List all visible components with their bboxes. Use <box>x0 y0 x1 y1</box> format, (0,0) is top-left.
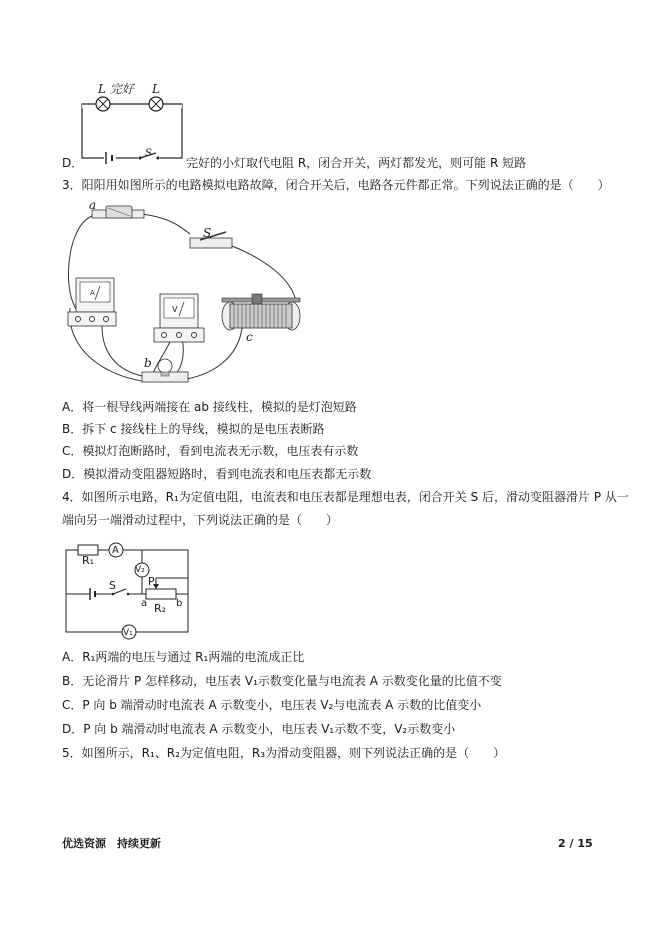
q3-option-b: B．拆下 c 接线柱上的导线，模拟的是电压表断路 <box>62 422 325 436</box>
q4-option-d: D．P 向 b 端滑动时电流表 A 示数变小，电压表 V₁示数不变，V₂示数变小 <box>62 722 456 736</box>
q4-stem-line2: 端向另一端滑动过程中，下列说法正确的是（ ） <box>62 513 339 527</box>
q3-option-a: A．将一根导线两端接在 ab 接线柱，模拟的是灯泡短路 <box>62 400 357 414</box>
q3-option-c: C．模拟灯泡断路时，看到电流表无示数，电压表有示数 <box>62 444 359 458</box>
q4-slider-label: P <box>148 575 155 588</box>
q4-ammeter-label: A <box>112 545 119 556</box>
q3-label-a: a <box>89 198 97 212</box>
q3-label-c: c <box>246 330 253 344</box>
q4-option-b: B．无论滑片 P 怎样移动，电压表 V₁示数变化量与电流表 A 示数变化量的比值不变 <box>62 674 502 688</box>
q5-stem: 5．如图所示，R₁、R₂为定值电阻，R₃为滑动变阻器，则下列说法正确的是（ ） <box>62 746 506 760</box>
q4-r1-label: R₁ <box>82 554 95 567</box>
q4-option-a: A．R₁两端的电压与通过 R₁两端的电流成正比 <box>62 650 305 664</box>
q2-option-d-text: 完好的小灯取代电阻 R，闭合开关，两灯都发光，则可能 R 短路 <box>186 156 527 170</box>
q3-stem: 3．阳阳用如图所示的电路模拟电路故障，闭合开关后，电路各元件都正常。下列说法正确的是（ ） <box>62 178 610 192</box>
q4-v2-label: V₂ <box>135 565 145 575</box>
q3-voltmeter-label: V <box>172 305 178 314</box>
footer-left: 优选资源 持续更新 <box>62 837 161 850</box>
q2-lamp-left-label: L 完好 <box>98 82 134 96</box>
q3-label-s: S <box>203 226 212 240</box>
q3-option-d: D．模拟滑动变阻器短路时，看到电流表和电压表都无示数 <box>62 467 372 481</box>
q4-stem-line1: 4．如图所示电路，R₁为定值电阻，电流表和电压表都是理想电表，闭合开关 S 后，滑动变阻器滑片 P 从一 <box>62 490 629 504</box>
q4-option-c: C．P 向 b 端滑动时电流表 A 示数变小，电压表 V₂与电流表 A 示数的比值变小 <box>62 698 482 712</box>
q4-v1-label: V₁ <box>123 628 133 638</box>
q3-circuit-figure <box>62 198 312 392</box>
q2-lamp-right-label: L <box>152 82 160 96</box>
q4-switch-label: S <box>109 579 116 592</box>
q4-r2-label: R₂ <box>154 602 167 615</box>
q3-ammeter-label: A <box>90 289 95 297</box>
q2-switch-label: S <box>145 148 152 159</box>
page-number: 2 / 15 <box>558 837 593 850</box>
q2-option-d-label: D． <box>62 156 84 170</box>
q3-label-b: b <box>144 356 152 370</box>
q4-terminal-b: b <box>176 598 183 609</box>
q4-terminal-a: a <box>141 598 148 609</box>
